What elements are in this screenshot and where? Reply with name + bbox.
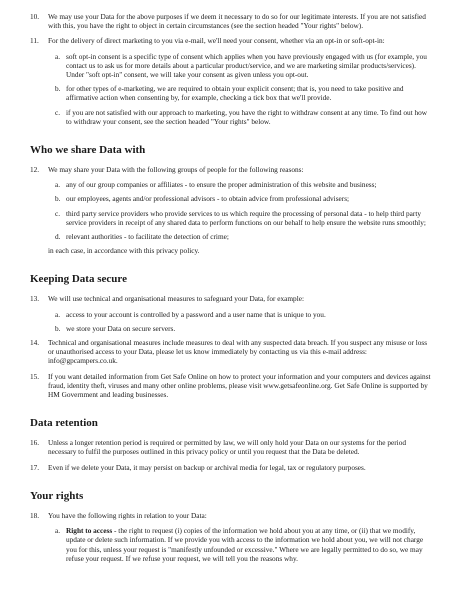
clause-text: Even if we delete your Data, it may persist on backup or archival media for legal, tax or regulatory purposes.	[48, 462, 366, 472]
sub-text: relevant authorities - to facilitate the detection of crime;	[66, 232, 229, 242]
sub-letter: c.	[55, 107, 61, 117]
clause-15	[30, 372, 433, 400]
clause-text: Technical and organisational measures include measures to deal with any suspected data breach. If you suspect any misuse or loss or unauthorised access to your Data, please let us know immediately by contacting us via this e-mail address: info@gpcampers.co.uk.	[48, 338, 428, 366]
sub-text: we store your Data on secure servers.	[66, 323, 176, 333]
section-heading-rights: Your rights	[30, 489, 84, 502]
clause-text: We will use technical and organisational measures to safeguard your Data, for example:	[48, 294, 304, 304]
clause-12-sub-b	[55, 194, 433, 203]
sub-text: access to your account is controlled by a password and a user name that is unique to you.	[66, 309, 326, 319]
clause-10	[30, 12, 433, 30]
sub-text: our employees, agents and/or professional advisors - to obtain advice from professional advisers;	[66, 194, 350, 204]
sub-letter: a.	[55, 180, 61, 190]
clause-11-sub-c	[55, 108, 433, 126]
sub-letter: b.	[55, 194, 61, 204]
section-heading-secure: Keeping Data secure	[30, 273, 127, 286]
clause-text: Unless a longer retention period is required or permitted by law, we will only hold your Data on our systems for the period necessary to fulfil the purposes outlined in this privacy policy or until you request that the Data be deleted.	[48, 438, 407, 457]
clause-text: If you want detailed information from Get Safe Online on how to protect your information and your computers and devices against fraud, identity theft, viruses and many other online problems, please visit www.getsafeonline.org. Get Safe Online is supported by HM Government and leading businesses.	[48, 371, 431, 400]
clause-12-closing: in each case, in accordance with this privacy policy.	[48, 246, 200, 256]
clause-11-sub-b	[55, 84, 433, 102]
sub-letter: b.	[55, 84, 61, 94]
clause-text: We may use your Data for the above purposes if we deem it necessary to do so for our legitimate interests. If you are not satisfied with this, you have the right to object in certain circumstances (see the section headed "Your rights" below).	[48, 12, 426, 31]
clause-number: 18.	[30, 510, 40, 520]
clause-number: 17.	[30, 462, 40, 472]
clause-text: You have the following rights in relation to your Data:	[48, 510, 207, 520]
clause-13-sub-a	[55, 310, 433, 319]
clause-number: 15.	[30, 371, 40, 381]
sub-text: for other types of e-marketing, we are required to obtain your explicit consent; that is, you need to take positive and affirmative action when consenting by, for example, checking a tick box that we'll provide.	[66, 84, 404, 103]
clause-number: 12.	[30, 165, 40, 175]
section-heading-share: Who we share Data with	[30, 144, 146, 157]
clause-12	[30, 165, 433, 174]
clause-number: 13.	[30, 294, 40, 304]
clause-13-sub-b	[55, 324, 433, 333]
clause-number: 16.	[30, 438, 40, 448]
clause-text: We may share your Data with the following groups of people for the following reasons:	[48, 165, 304, 175]
clause-12-sub-c	[55, 209, 433, 227]
clause-number: 10.	[30, 12, 40, 21]
clause-12-sub-a	[55, 180, 433, 189]
clause-18-sub-a	[55, 526, 433, 563]
clause-17	[30, 463, 433, 472]
clause-13	[30, 294, 433, 303]
clause-11	[30, 36, 433, 45]
sub-text: third party service providers who provide services to us which require the processing of personal data - to help third party service providers in receipt of any shared data to perform functions on our behalf to help ensure the website runs smoothly;	[66, 208, 426, 227]
clause-11-sub-a	[55, 52, 433, 80]
clause-text: For the delivery of direct marketing to you via e-mail, we'll need your consent, whether via an opt-in or soft-opt-in:	[48, 36, 385, 46]
sub-letter: a.	[55, 526, 61, 536]
clause-18	[30, 511, 433, 520]
sub-text	[66, 526, 433, 563]
right-to-access-text: - the right to request (i) copies of the information we hold about you at any time, or (ii) that we modify, update or delete such information. If we provide you with access to the information we hold about you, we will not charge you for this, unless your request is "manifestly unfounded or excessive." Where we are legally permitted to do so, we may refuse your request. If we refuse your request, we will tell you the reasons why.	[66, 526, 424, 563]
sub-letter: a.	[55, 309, 61, 319]
clause-16	[30, 438, 433, 456]
right-to-access-label: Right to access	[66, 526, 113, 536]
clause-number: 11.	[30, 36, 39, 46]
sub-text: any of our group companies or affiliates - to ensure the proper administration of this website and business;	[66, 180, 377, 190]
clause-number: 14.	[30, 338, 40, 348]
sub-letter: c.	[55, 208, 61, 218]
clause-12-sub-d	[55, 232, 433, 241]
sub-letter: a.	[55, 51, 61, 61]
sub-text: if you are not satisfied with our approach to marketing, you have the right to withdraw consent at any time. To find out how to withdraw your consent, see the section headed "Your rights" below.	[66, 107, 428, 126]
sub-letter: b.	[55, 323, 61, 333]
sub-letter: d.	[55, 232, 61, 242]
sub-text: soft opt-in consent is a specific type of consent which applies when you have previously engaged with us (for example, you contact us to ask us for more details about a particular product/service, and we are marketing similar products/services). Under "soft opt-in" consent, we will take your consent as given unless you opt-out.	[66, 51, 427, 80]
section-heading-retention: Data retention	[30, 417, 98, 430]
clause-14	[30, 338, 433, 366]
